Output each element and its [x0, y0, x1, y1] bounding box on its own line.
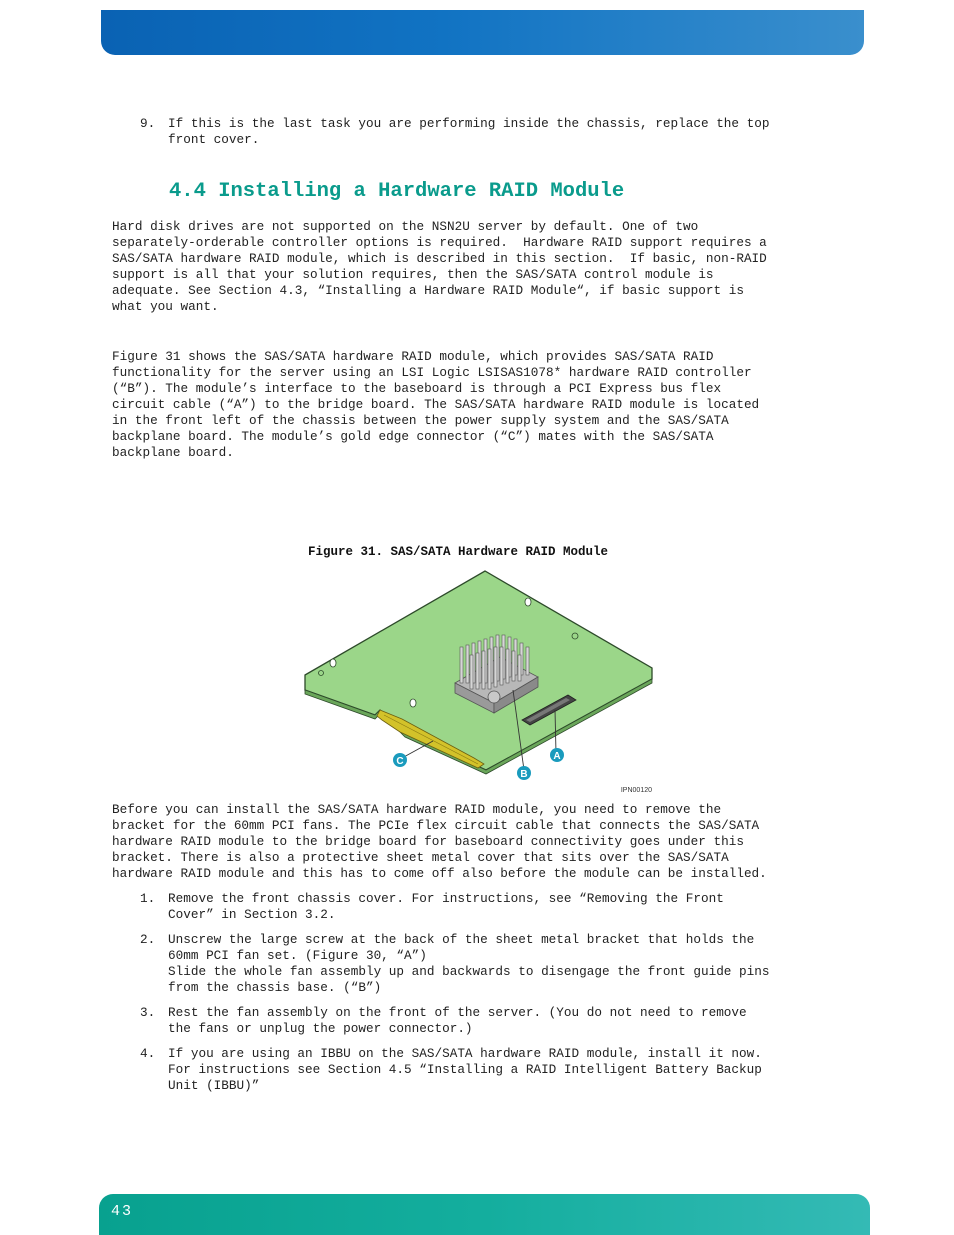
list-text: If this is the last task you are performing inside the chassis, replace the top front cover. — [168, 116, 770, 147]
paragraph-figure-description: Figure 31 shows the SAS/SATA hardware RAID module, which provides SAS/SATA RAID functionality for the server using an LSI Logic LSISAS1078* hardware RAID controller (“B”). The module’s interface to the baseboard is through a PCI Express bus flex circuit cable (“A”) to the bridge board. The SAS/SATA hardware RAID module is located in the front left of the chassis between the power supply system and the SAS/SATA backplane board. The module’s gold edge connector (“C”) mates with the SAS/SATA backplane board. — [112, 349, 760, 460]
paragraph-intro: Hard disk drives are not supported on the NSN2U server by default. One of two separately-orderable controller options is required. Hardware RAID support requires a SAS/SATA hardware RAID module, which is described in this section. If basic, non-RAID support is all that your solution requires, then the SAS/SATA control module is adequate. See Section 4.3, “Installing a Hardware RAID Module“, if basic support is what you want. — [112, 219, 767, 314]
list-text: Unscrew the large screw at the back of the sheet metal bracket that holds the 60mm PCI fan set. (Figure 30, “A”) Slide the whole fan assembly up and backwards to disengage the front guide pins from the chassis base. (“B”) — [168, 932, 770, 995]
list-text: Remove the front chassis cover. For instructions, see “Removing the Front Cover” in Section 3.2. — [168, 891, 724, 922]
section-title: 4.4 Installing a Hardware RAID Module — [169, 180, 625, 203]
callout-b — [517, 766, 531, 780]
svg-text:C: C — [396, 756, 404, 767]
list-number: 4. — [140, 1046, 156, 1061]
list-number: 1. — [140, 891, 156, 906]
callout-c — [393, 753, 407, 767]
callout-a — [550, 748, 564, 762]
list-number: 3. — [140, 1005, 156, 1020]
figure-caption: Figure 31. SAS/SATA Hardware RAID Module — [308, 545, 609, 559]
page-number: 43 — [111, 1203, 134, 1220]
figure-image-id: IPN00120 — [620, 787, 652, 794]
list-number: 9. — [140, 116, 156, 131]
raid-module-figure — [300, 565, 660, 800]
svg-text:A: A — [553, 751, 561, 762]
list-number: 2. — [140, 932, 156, 947]
svg-text:B: B — [520, 769, 528, 780]
list-text: If you are using an IBBU on the SAS/SATA hardware RAID module, install it now. For instructions see Section 4.5 “Installing a RAID Intelligent Battery Backup Unit (IBBU)” — [168, 1046, 762, 1093]
footer-band — [99, 1194, 870, 1235]
header-band — [101, 10, 864, 55]
paragraph-before-install: Before you can install the SAS/SATA hardware RAID module, you need to remove the bracket for the 60mm PCI fans. The PCIe flex circuit cable that connects the SAS/SATA hardware RAID module to the bridge board for baseboard connectivity goes under this bracket. There is also a protective sheet metal cover that sits over the SAS/SATA hardware RAID module and this has to come off also before the module can be installed. — [112, 802, 767, 881]
list-text: Rest the fan assembly on the front of the server. (You do not need to remove the fans or unplug the power connector.) — [168, 1005, 747, 1036]
